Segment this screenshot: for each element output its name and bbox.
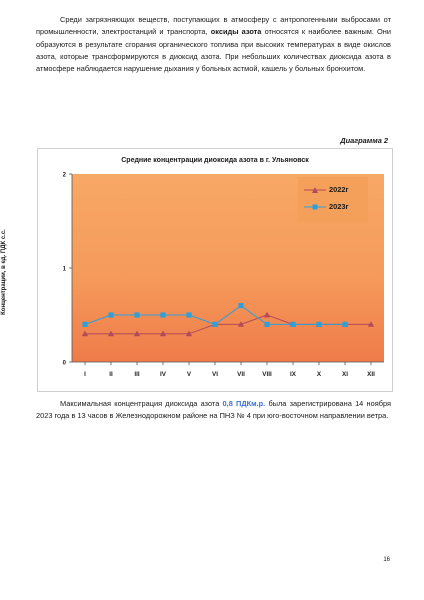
x-tick-label: II [109, 371, 113, 378]
data-point-2023г [82, 322, 87, 327]
y-tick-label: 2 [62, 172, 66, 179]
legend-label-2022: 2022г [329, 185, 349, 194]
x-tick-label: XI [342, 371, 348, 378]
chart-title: Средние концентрации диоксида азота в г. Ульяновск [121, 157, 309, 164]
x-tick-label: IX [290, 371, 296, 378]
intro-bold: оксиды азота [210, 27, 262, 37]
x-tick-label: VIII [262, 371, 272, 378]
page-number: 16 [383, 557, 390, 563]
data-point-2023г [134, 312, 139, 317]
data-point-2023г [316, 322, 321, 327]
data-point-2023г [342, 322, 347, 327]
x-tick-label: I [84, 371, 86, 378]
data-point-2023г [186, 312, 191, 317]
x-tick-label: XII [367, 371, 375, 378]
legend-item-2023 [304, 202, 349, 211]
x-tick-label: VII [237, 371, 245, 378]
note-text-1: Максимальная концентрация диоксида азота [60, 399, 223, 408]
x-tick-label: III [134, 371, 140, 378]
note-paragraph [36, 398, 391, 423]
data-point-2023г [264, 322, 269, 327]
y-tick-label: 0 [62, 360, 66, 367]
intro-text-1: Среди загрязняющих веществ, поступающих в атмосферу с антропогенными выбросами от промышленности, электростанций и транспорта, [36, 15, 391, 37]
legend-label-2023: 2023г [329, 202, 349, 211]
x-tick-label: VI [212, 371, 218, 378]
y-tick-label: 1 [62, 266, 66, 273]
data-point-2023г [212, 322, 217, 327]
chart-legend [298, 177, 368, 222]
x-tick-label: X [316, 371, 322, 378]
x-tick-label: V [186, 371, 192, 378]
data-point-2023г [290, 322, 295, 327]
data-point-2023г [108, 312, 113, 317]
data-point-2023г [238, 303, 243, 308]
legend-marker-2023 [304, 203, 326, 211]
data-point-2023г [160, 312, 165, 317]
intro-text-2: относятся к наиболее важным. Они образуются в результате сгорания органического топлива при высоких температурах в виде окислов азота, которые трансформируются в диоксид азота. При небольших количествах диоксида азота в атмосфере наблюдается нарушение дыхания у больных астмой, кашель у больных бронхитом. [36, 27, 392, 74]
legend-marker-2022 [304, 186, 326, 194]
note-text-2: была зарегистрирована 14 ноября 2023 года в 13 часов в Железнодорожном районе на ПНЗ № 4 при юго-восточном направлении ветра. [36, 399, 391, 421]
chart-ylabel: Концентрации, в ед. ПДК с.с. [1, 229, 7, 315]
diagram-caption: Диаграмма 2 [340, 136, 388, 145]
note-highlight-value: 0,8 ПДКм.р. [222, 399, 266, 408]
x-tick-label: IV [160, 371, 166, 378]
legend-item-2022 [304, 185, 349, 194]
